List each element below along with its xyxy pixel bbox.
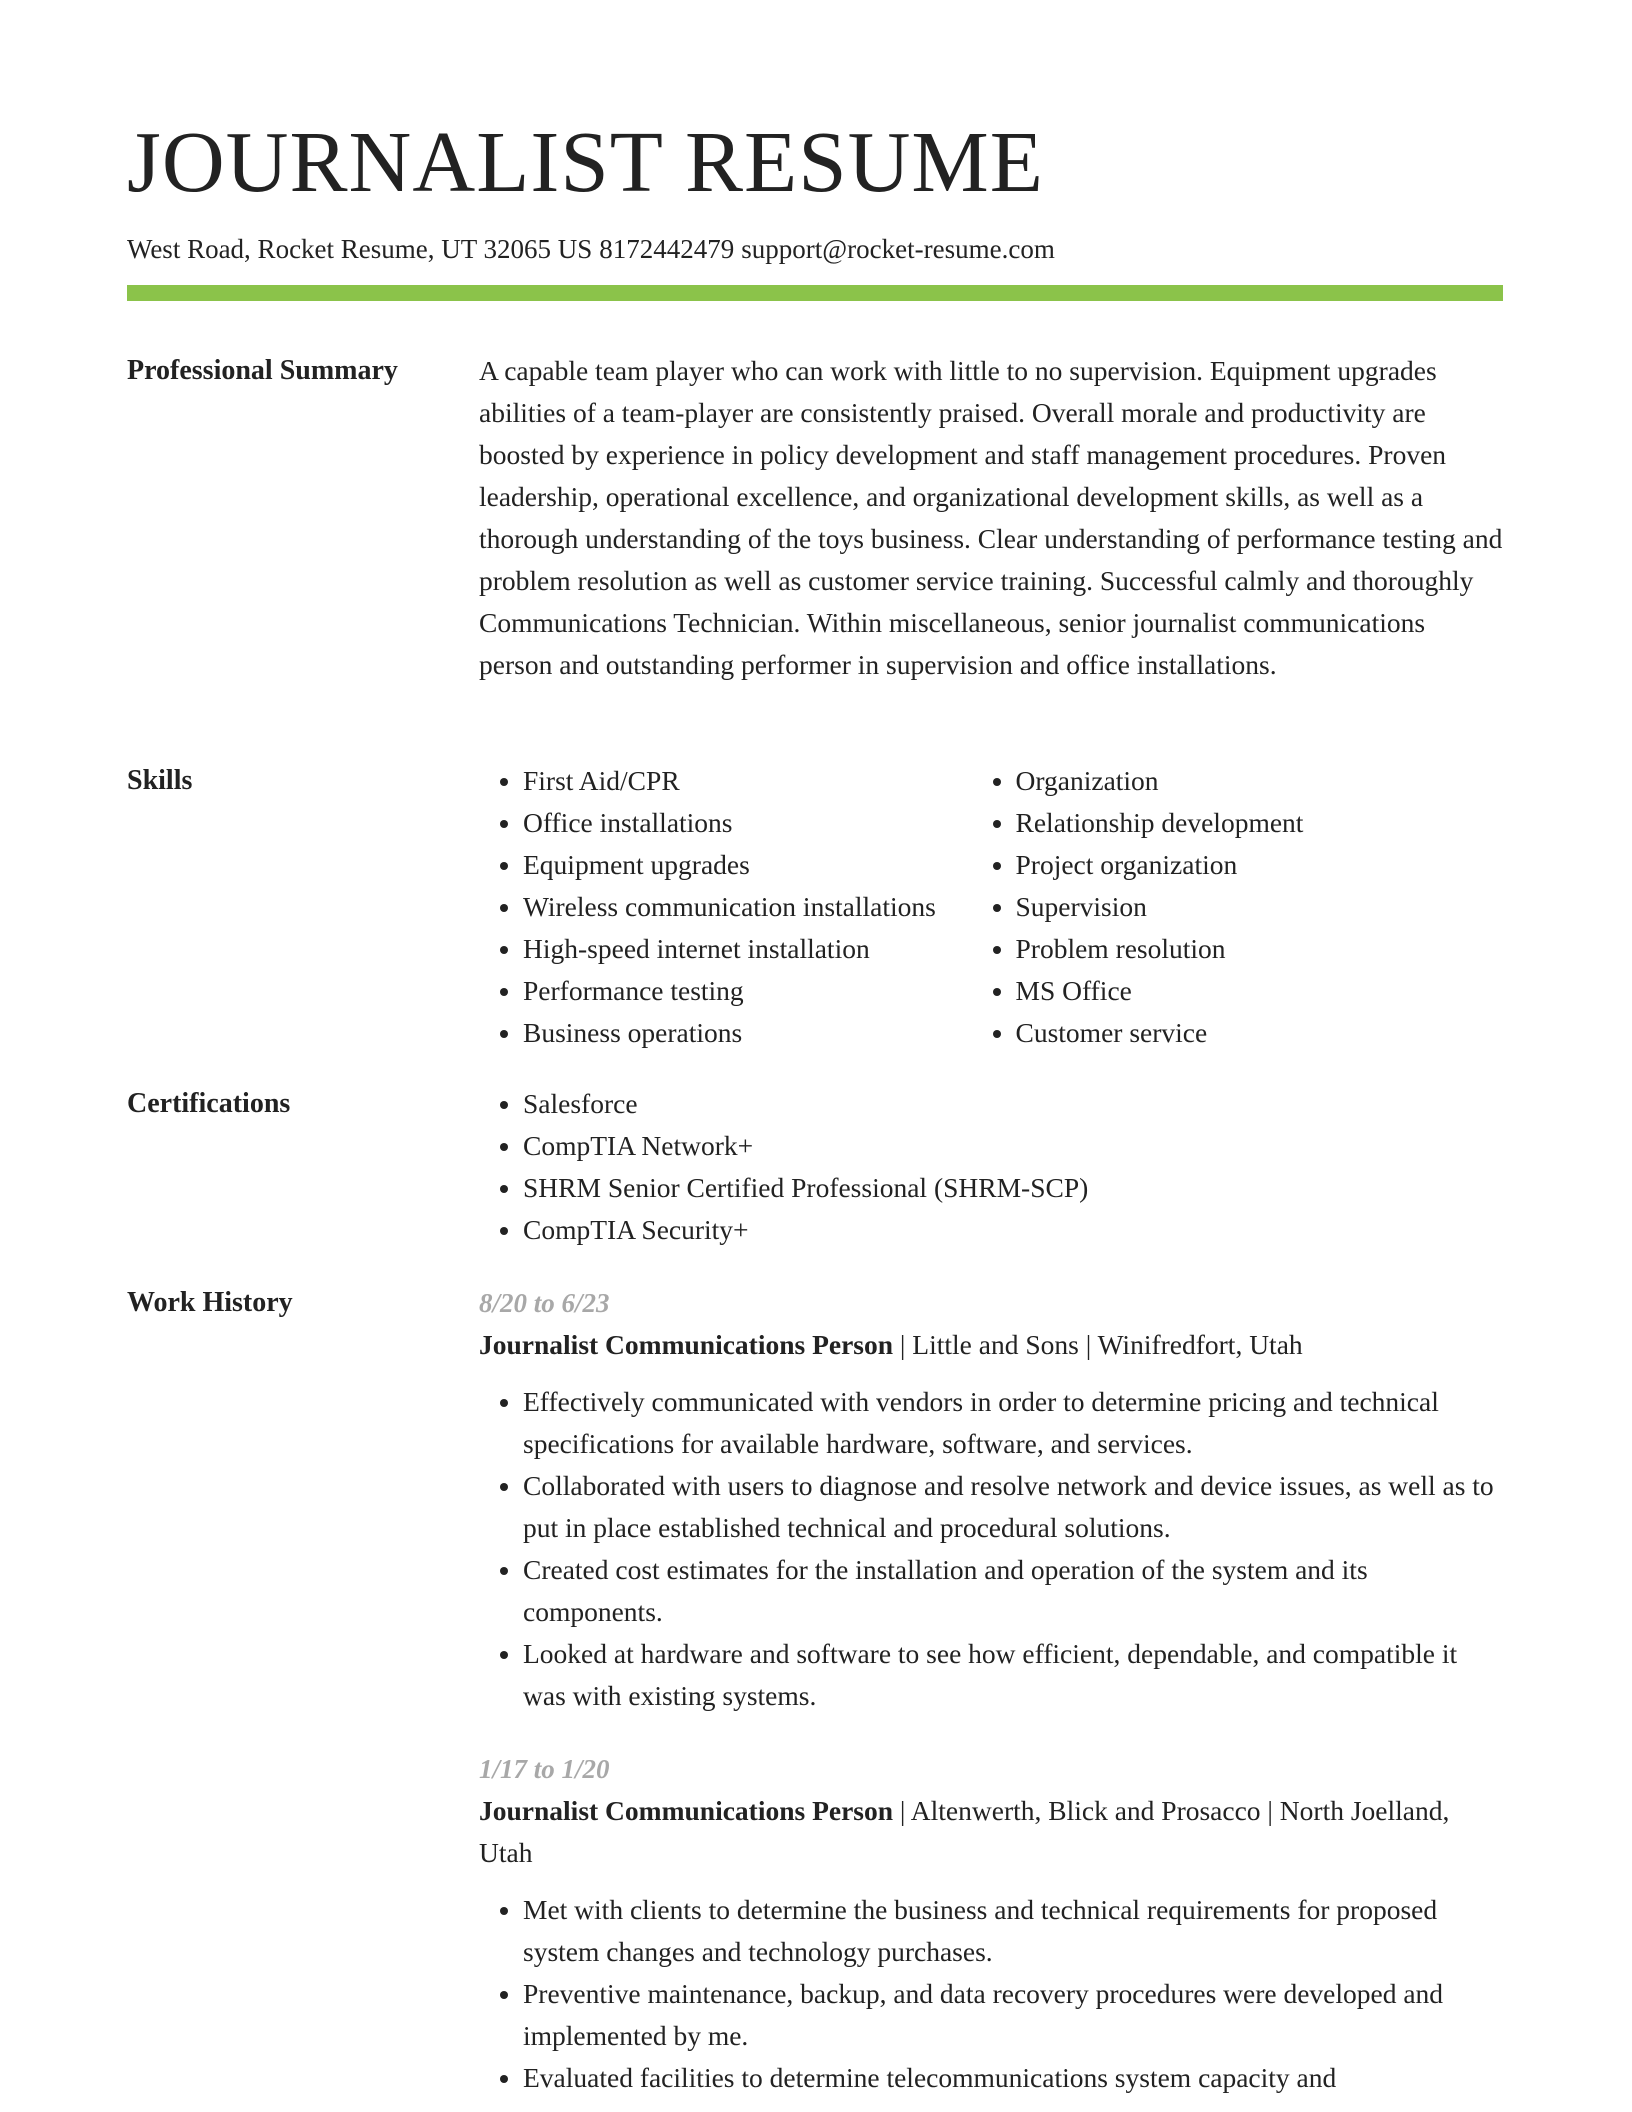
job-heading [479,1324,1503,1366]
job-dates: 8/20 to 6/23 [479,1288,610,1318]
skills-list-col1 [479,760,972,1054]
job-bullet: • Created cost estimates for the installation and operation of the system and its components. [523,1549,1503,1633]
job-bullet: • Collaborated with users to diagnose and resolve network and device issues, as well as to put in place established technical and procedural solutions. [523,1465,1503,1549]
summary-text: A capable team player who can work with little to no supervision. Equipment upgrades abilities of a team-player are consistently praised. Overall morale and productivity are boosted by experience in policy development and staff management procedures. Proven leadership, operational excellence, and organizational development skills, as well as a thorough understanding of the toys business. Clear understanding of performance testing and problem resolution as well as customer service training. Successful calmly and thoroughly Communications Technician. Within miscellaneous, senior journalist communications person and outstanding performer in supervision and office installations. [479,355,1503,680]
job-title: Journalist Communications Person [479,1795,894,1826]
skill-item: • Equipment upgrades [523,844,972,886]
skill-item: • Office installations [523,802,972,844]
job-entry [479,1282,1503,1717]
job-entry [479,1748,1503,2099]
contact-phone: 8172442479 [599,234,735,264]
job-bullets [479,1381,1503,1717]
certification-item: • SHRM Senior Certified Professional (SHRM-SCP) [523,1167,1503,1209]
skill-item: • Project organization [1016,844,1504,886]
skill-item: • Relationship development [1016,802,1504,844]
section-label-certifications: Certifications [127,1088,291,1119]
skill-item: • First Aid/CPR [523,760,972,802]
skills-columns [479,760,1503,1054]
skill-item: • Wireless communication installations [523,886,972,928]
header-accent-bar [127,285,1503,301]
job-bullet: • Looked at hardware and software to see how efficient, dependable, and compatible it was with existing systems. [523,1633,1503,1717]
job-bullets [479,1889,1503,2099]
certification-item: • CompTIA Network+ [523,1125,1503,1167]
certification-item: • Salesforce [523,1083,1503,1125]
resume-title: JOURNALIST RESUME [127,113,1044,210]
section-label-summary: Professional Summary [127,355,398,386]
section-label-work-history: Work History [127,1287,293,1318]
skills-body [479,760,1503,1054]
job-dates: 1/17 to 1/20 [479,1754,610,1784]
certifications-body [479,1083,1503,1251]
skill-item: • Supervision [1016,886,1504,928]
job-bullet: • Preventive maintenance, backup, and data recovery procedures were developed and implemented by me. [523,1973,1503,2057]
work-history-body [479,1282,1503,2099]
skill-item: • Business operations [523,1012,972,1054]
skills-list-col2 [972,760,1504,1054]
skill-item: • High-speed internet installation [523,928,972,970]
contact-line [127,233,1055,265]
job-bullet: • Effectively communicated with vendors in order to determine pricing and technical specifications for available hardware, software, and services. [523,1381,1503,1465]
job-details: | Little and Sons | Winifredfort, Utah [893,1329,1303,1360]
job-bullet: • Evaluated facilities to determine telecommunications system capacity and [523,2057,1503,2099]
skill-item: • Organization [1016,760,1504,802]
certifications-list [479,1083,1503,1251]
job-details: | Altenwerth, Blick and Prosacco | North Joelland, Utah [479,1795,1450,1868]
section-label-skills: Skills [127,765,193,796]
contact-email: support@rocket-resume.com [741,234,1055,264]
summary-body [479,350,1503,686]
certification-item: • CompTIA Security+ [523,1209,1503,1251]
job-bullet: • Met with clients to determine the business and technical requirements for proposed system changes and technology purchases. [523,1889,1503,1973]
job-title: Journalist Communications Person [479,1329,894,1360]
skill-item: • Performance testing [523,970,972,1012]
contact-address: West Road, Rocket Resume, UT 32065 US [127,234,593,264]
skill-item: • MS Office [1016,970,1504,1012]
skill-item: • Customer service [1016,1012,1504,1054]
skill-item: • Problem resolution [1016,928,1504,970]
job-heading [479,1790,1503,1874]
